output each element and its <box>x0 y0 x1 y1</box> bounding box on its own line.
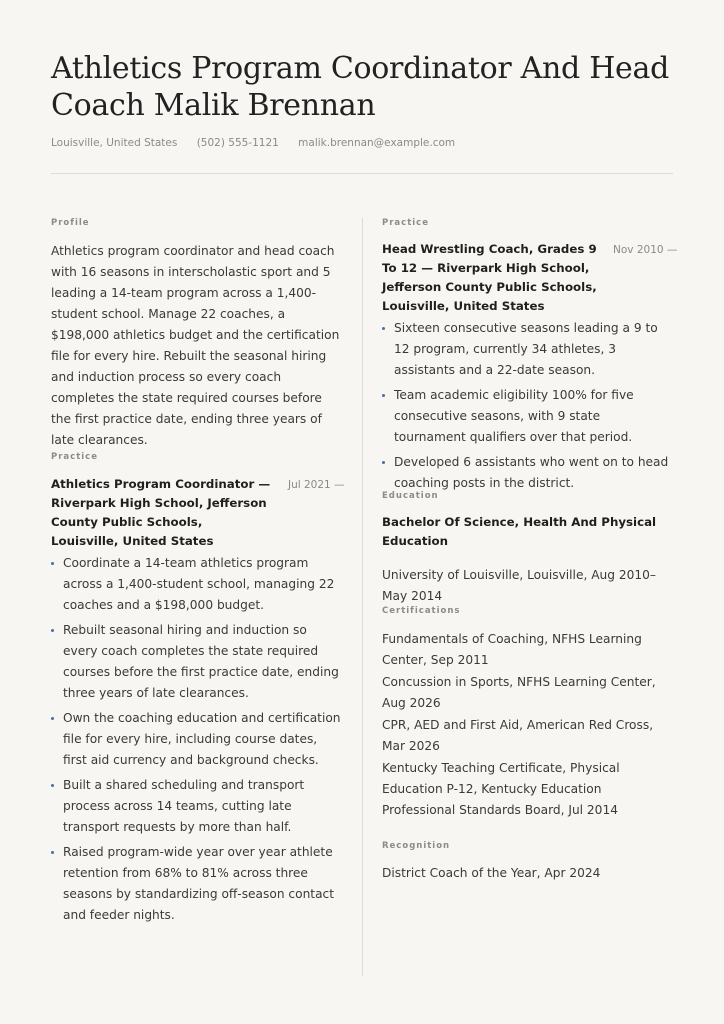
location-text: Louisville, United States <box>51 137 178 149</box>
practice-heading-left: Practice <box>51 452 98 462</box>
degree-title: Bachelor Of Science, Health And Physical Education <box>382 515 657 548</box>
recognition-heading: Recognition <box>382 841 451 851</box>
job-title-coordinator: Athletics Program Coordinator — Riverpark High School, Jefferson County Public Schools, Louisville, United States <box>51 477 271 548</box>
list-item: Rebuilt seasonal hiring and induction so every coach completes the state required courses before the first practice date, ending three years of late clearances. <box>51 620 343 704</box>
recognition-item: District Coach of the Year, Apr 2024 <box>382 866 601 880</box>
phone-text: (502) 555-1121 <box>196 137 279 149</box>
job-date-coordinator: Jul 2021 — <box>288 479 345 491</box>
job-title-wrestling: Head Wrestling Coach, Grades 9 To 12 — Riverpark High School, Jefferson County Public Schools, Louisville, United States <box>382 242 597 313</box>
candidate-name: Athletics Program Coordinator And Head Coach Malik Brennan <box>51 51 669 123</box>
list-item: Own the coaching education and certification file for every hire, including course dates, first aid currency and background checks. <box>51 708 343 771</box>
certification-item: Concussion in Sports, NFHS Learning Center, Aug 2026 <box>382 675 656 710</box>
wrestling-bullets <box>382 318 674 498</box>
list-item: Sixteen consecutive seasons leading a 9 to 12 program, currently 34 athletes, 3 assistants and a 22-date season. <box>382 318 674 381</box>
list-item: Team academic eligibility 100% for five consecutive seasons, with 9 state tournament qualifiers over that period. <box>382 385 674 448</box>
certifications-heading: Certifications <box>382 606 461 616</box>
list-item: Raised program-wide year over year athlete retention from 68% to 81% across three seasons by standardizing off-season contact and feeder nights. <box>51 842 343 926</box>
certification-item: Kentucky Teaching Certificate, Physical Education P-12, Kentucky Education Professional Standards Board, Jul 2014 <box>382 761 620 817</box>
list-item: Built a shared scheduling and transport process across 14 teams, cutting late transport requests by more than half. <box>51 775 343 838</box>
job-date-wrestling: Nov 2010 — <box>613 244 678 256</box>
column-divider <box>362 218 363 976</box>
profile-heading: Profile <box>51 218 90 228</box>
certification-item: CPR, AED and First Aid, American Red Cross, Mar 2026 <box>382 718 654 753</box>
education-heading: Education <box>382 491 439 501</box>
header-divider <box>51 173 673 174</box>
list-item: Coordinate a 14-team athletics program across a 1,400-student school, managing 22 coaches and a $198,000 budget. <box>51 553 343 616</box>
school-line: University of Louisville, Louisville, Aug 2010– May 2014 <box>382 568 656 603</box>
profile-summary: Athletics program coordinator and head coach with 16 seasons in interscholastic sport and 5 leading a 14-team program across a 1,400-student school. Manage 22 coaches, a $198,000 athletics budget and the certification file for every hire. Rebuilt the seasonal hiring and induction process so every coach completes the state required courses before the first practice date, ending three years of late clearances. <box>51 244 340 447</box>
coordinator-bullets <box>51 553 343 930</box>
contact-line <box>51 137 471 149</box>
list-item: Developed 6 assistants who went on to head coaching posts in the district. <box>382 452 674 494</box>
certification-item: Fundamentals of Coaching, NFHS Learning Center, Sep 2011 <box>382 632 642 667</box>
email-text: malik.brennan@example.com <box>298 137 456 149</box>
practice-heading-right: Practice <box>382 218 429 228</box>
